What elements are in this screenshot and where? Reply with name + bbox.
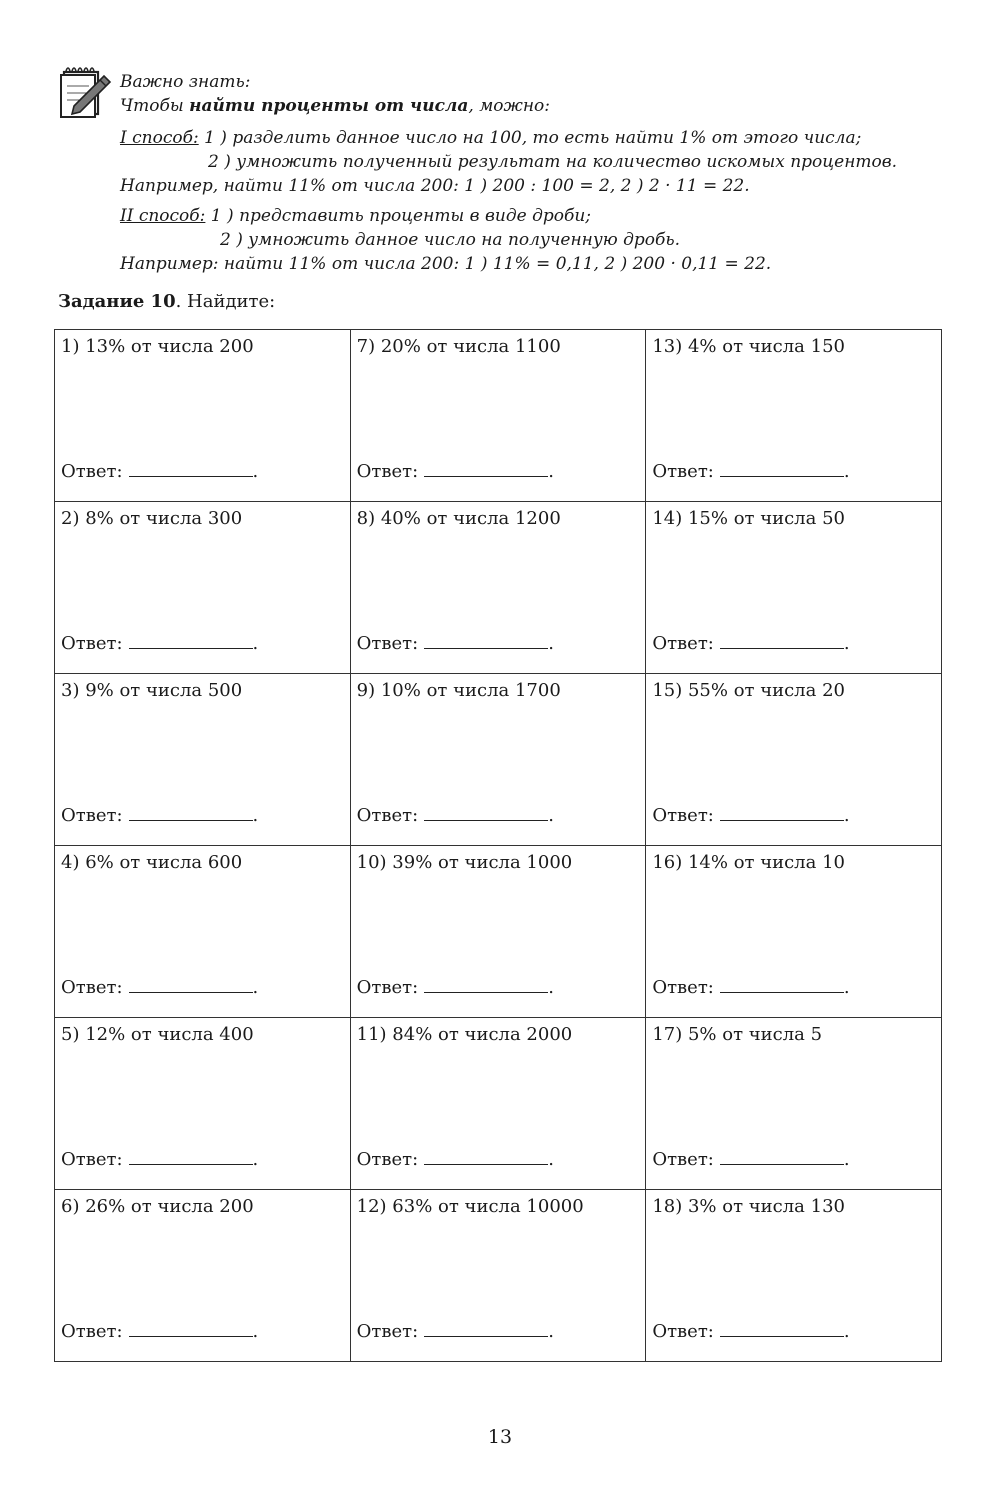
answer-line bbox=[357, 802, 554, 826]
answer-period: . bbox=[548, 633, 554, 654]
answer-blank[interactable] bbox=[720, 802, 844, 821]
answer-blank[interactable] bbox=[424, 974, 548, 993]
answer-period: . bbox=[548, 1149, 554, 1170]
exercise-question: 17) 5% от числа 5 bbox=[652, 1024, 823, 1045]
task-title: Задание 10. Найдите: bbox=[58, 291, 276, 312]
answer-label: Ответ: bbox=[356, 461, 419, 482]
grid-row bbox=[55, 502, 942, 674]
task-label: Задание 10 bbox=[58, 291, 176, 312]
answer-label: Ответ: bbox=[356, 1149, 419, 1170]
grid-row bbox=[55, 1018, 942, 1190]
note-heading: Важно знать: bbox=[120, 72, 251, 92]
answer-line bbox=[652, 974, 849, 998]
notepad-pencil-icon bbox=[58, 62, 114, 120]
answer-period: . bbox=[548, 977, 554, 998]
grid-row bbox=[55, 330, 942, 502]
answer-line bbox=[61, 458, 258, 482]
exercise-question: 8) 40% от числа 1200 bbox=[356, 508, 561, 529]
exercise-question: 12) 63% от числа 10000 bbox=[356, 1196, 584, 1217]
answer-label: Ответ: bbox=[652, 633, 714, 654]
page-number: 13 bbox=[487, 1426, 513, 1448]
answer-period: . bbox=[252, 977, 259, 998]
answer-period: . bbox=[252, 461, 259, 482]
answer-period: . bbox=[843, 805, 850, 826]
exercise-cell bbox=[55, 502, 351, 674]
answer-blank[interactable] bbox=[720, 1146, 844, 1165]
note-intro: Чтобы найти проценты от числа, можно: bbox=[120, 96, 551, 116]
exercise-cell bbox=[646, 674, 942, 846]
answer-period: . bbox=[548, 461, 554, 482]
answer-label: Ответ: bbox=[356, 633, 419, 654]
answer-blank[interactable] bbox=[424, 630, 548, 649]
answer-blank[interactable] bbox=[129, 802, 253, 821]
grid-row bbox=[55, 846, 942, 1018]
answer-label: Ответ: bbox=[61, 805, 123, 826]
answer-line bbox=[61, 630, 258, 654]
method2-step2: 2 ) умножить данное число на полученную дробь. bbox=[220, 230, 681, 250]
answer-period: . bbox=[843, 1149, 850, 1170]
answer-label: Ответ: bbox=[652, 977, 714, 998]
exercise-cell bbox=[646, 1190, 942, 1362]
exercise-question: 13) 4% от числа 150 bbox=[652, 336, 845, 357]
answer-line bbox=[357, 1318, 554, 1342]
exercise-question: 10) 39% от числа 1000 bbox=[356, 852, 573, 873]
answer-period: . bbox=[252, 1149, 259, 1170]
answer-line bbox=[357, 630, 554, 654]
exercise-question: 2) 8% от числа 300 bbox=[61, 508, 243, 529]
answer-line bbox=[652, 630, 849, 654]
answer-blank[interactable] bbox=[720, 458, 844, 477]
exercise-cell bbox=[350, 1018, 646, 1190]
answer-line bbox=[652, 1146, 849, 1170]
answer-label: Ответ: bbox=[61, 1149, 123, 1170]
answer-line bbox=[357, 1146, 554, 1170]
answer-blank[interactable] bbox=[129, 974, 253, 993]
answer-label: Ответ: bbox=[61, 633, 123, 654]
exercise-cell bbox=[350, 846, 646, 1018]
exercise-cell bbox=[55, 1018, 351, 1190]
answer-label: Ответ: bbox=[61, 1321, 123, 1342]
answer-line bbox=[652, 802, 849, 826]
answer-blank[interactable] bbox=[129, 1318, 253, 1337]
answer-period: . bbox=[252, 1321, 259, 1342]
answer-blank[interactable] bbox=[424, 802, 548, 821]
answer-period: . bbox=[252, 805, 259, 826]
exercise-cell bbox=[646, 846, 942, 1018]
answer-line bbox=[61, 802, 258, 826]
exercise-cell bbox=[350, 330, 646, 502]
method1-step1: I способ: 1 ) разделить данное число на 100, то есть найти 1% от этого числа; bbox=[120, 128, 862, 148]
answer-blank[interactable] bbox=[720, 630, 844, 649]
exercise-question: 18) 3% от числа 130 bbox=[652, 1196, 845, 1217]
answer-blank[interactable] bbox=[720, 974, 844, 993]
answer-period: . bbox=[843, 633, 850, 654]
exercise-question: 6) 26% от числа 200 bbox=[61, 1196, 254, 1217]
method2-step1: II способ: 1 ) представить проценты в виде дроби; bbox=[120, 206, 592, 226]
answer-label: Ответ: bbox=[652, 805, 714, 826]
exercise-cell bbox=[350, 502, 646, 674]
answer-label: Ответ: bbox=[61, 461, 123, 482]
exercise-cell bbox=[55, 674, 351, 846]
answer-period: . bbox=[548, 1321, 554, 1342]
important-note bbox=[120, 70, 897, 276]
exercise-question: 1) 13% от числа 200 bbox=[61, 336, 254, 357]
answer-line bbox=[357, 458, 554, 482]
exercise-question: 15) 55% от числа 20 bbox=[652, 680, 845, 701]
exercise-cell bbox=[350, 1190, 646, 1362]
answer-label: Ответ: bbox=[356, 1321, 419, 1342]
example2: Например: найти 11% от числа 200: 1 ) 11% = 0,11, 2 ) 200 · 0,11 = 22. bbox=[120, 254, 772, 274]
answer-blank[interactable] bbox=[720, 1318, 844, 1337]
answer-line bbox=[61, 974, 258, 998]
exercise-question: 4) 6% от числа 600 bbox=[61, 852, 243, 873]
answer-period: . bbox=[252, 633, 259, 654]
exercise-question: 7) 20% от числа 1100 bbox=[356, 336, 561, 357]
exercise-question: 14) 15% от числа 50 bbox=[652, 508, 845, 529]
grid-row bbox=[55, 1190, 942, 1362]
answer-blank[interactable] bbox=[424, 1146, 548, 1165]
answer-line bbox=[357, 974, 554, 998]
exercise-cell bbox=[55, 846, 351, 1018]
answer-line bbox=[61, 1318, 258, 1342]
answer-line bbox=[652, 458, 849, 482]
exercise-cell bbox=[646, 330, 942, 502]
answer-line bbox=[652, 1318, 849, 1342]
answer-blank[interactable] bbox=[129, 630, 253, 649]
answer-period: . bbox=[548, 805, 554, 826]
exercise-cell bbox=[55, 1190, 351, 1362]
method2-label: II способ: bbox=[120, 206, 206, 226]
answer-line bbox=[61, 1146, 258, 1170]
exercise-question: 9) 10% от числа 1700 bbox=[356, 680, 561, 701]
exercise-cell bbox=[55, 330, 351, 502]
answer-label: Ответ: bbox=[652, 1321, 714, 1342]
exercise-question: 3) 9% от числа 500 bbox=[61, 680, 243, 701]
exercise-question: 16) 14% от числа 10 bbox=[652, 852, 845, 873]
answer-label: Ответ: bbox=[61, 977, 123, 998]
answer-period: . bbox=[843, 1321, 850, 1342]
exercise-cell bbox=[350, 674, 646, 846]
answer-blank[interactable] bbox=[424, 458, 548, 477]
method1-step2: 2 ) умножить полученный результат на количество искомых процентов. bbox=[208, 152, 898, 172]
grid-row bbox=[55, 674, 942, 846]
answer-blank[interactable] bbox=[424, 1318, 548, 1337]
answer-label: Ответ: bbox=[356, 805, 419, 826]
answer-label: Ответ: bbox=[652, 461, 714, 482]
answer-period: . bbox=[843, 977, 850, 998]
answer-label: Ответ: bbox=[652, 1149, 714, 1170]
exercise-question: 5) 12% от числа 400 bbox=[61, 1024, 254, 1045]
answer-blank[interactable] bbox=[129, 1146, 253, 1165]
exercise-question: 11) 84% от числа 2000 bbox=[356, 1024, 573, 1045]
answer-period: . bbox=[843, 461, 850, 482]
answer-label: Ответ: bbox=[356, 977, 419, 998]
example1: Например, найти 11% от числа 200: 1 ) 200 : 100 = 2, 2 ) 2 · 11 = 22. bbox=[120, 176, 750, 196]
exercise-cell bbox=[646, 502, 942, 674]
method1-label: I способ: bbox=[120, 128, 199, 148]
exercise-grid bbox=[54, 329, 942, 1362]
answer-blank[interactable] bbox=[129, 458, 253, 477]
exercise-cell bbox=[646, 1018, 942, 1190]
